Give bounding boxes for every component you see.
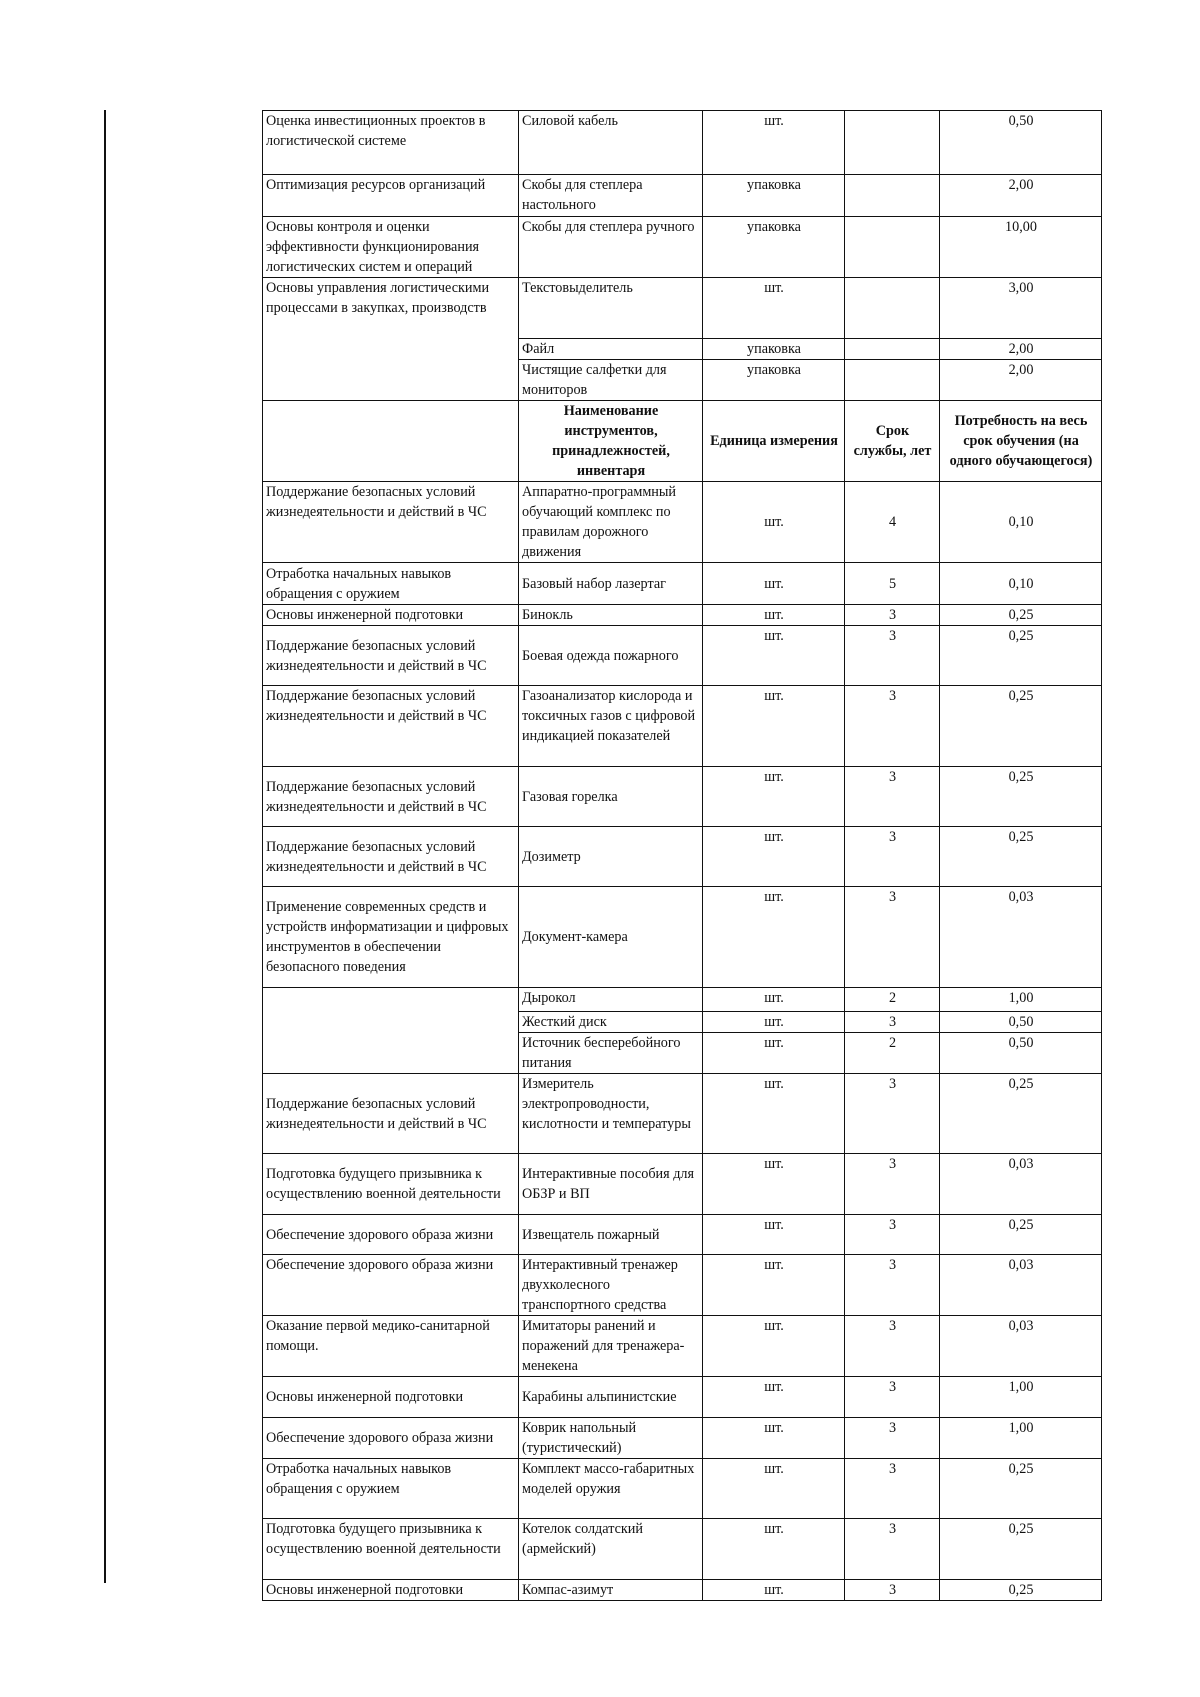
unit-cell: шт. [703,1215,845,1255]
discipline-cell: Поддержание безопасных условий жизнедеятельности и действий в ЧС [263,1074,519,1154]
unit-cell: шт. [703,827,845,887]
need-cell: 0,25 [940,626,1102,686]
header-discipline [263,401,519,482]
need-cell: 1,00 [940,988,1102,1012]
need-cell: 0,25 [940,1215,1102,1255]
unit-cell: шт. [703,482,845,563]
discipline-cell: Обеспечение здорового образа жизни [263,1255,519,1316]
table-header [263,401,1102,482]
table-rows-top [263,111,1102,401]
left-margin-rule [104,110,106,1583]
discipline-cell: Подготовка будущего призывника к осуществлению военной деятельности [263,1154,519,1215]
table-row [263,605,1102,626]
item-name-cell: Бинокль [519,605,703,626]
need-cell: 0,50 [940,111,1102,175]
service-life-cell: 3 [845,1377,940,1418]
table-row [263,626,1102,686]
item-name-cell: Текстовыделитель [519,278,703,339]
discipline-cell: Поддержание безопасных условий жизнедеятельности и действий в ЧС [263,626,519,686]
table-row [263,1519,1102,1580]
table-row [263,887,1102,988]
unit-cell: шт. [703,626,845,686]
header-name: Наименование инструментов, принадлежностей, инвентаря [519,401,703,482]
discipline-cell: Поддержание безопасных условий жизнедеятельности и действий в ЧС [263,482,519,563]
table-row [263,482,1102,563]
need-cell: 1,00 [940,1377,1102,1418]
need-cell: 0,03 [940,1255,1102,1316]
unit-cell: упаковка [703,175,845,217]
unit-cell: шт. [703,767,845,827]
service-life-cell: 3 [845,1459,940,1519]
unit-cell: шт. [703,887,845,988]
discipline-cell: Основы управления логистическими процессами в закупках, производств [263,278,519,401]
need-cell: 0,25 [940,1074,1102,1154]
need-cell: 0,25 [940,1459,1102,1519]
table-row [263,1377,1102,1418]
unit-cell: шт. [703,1459,845,1519]
unit-cell: шт. [703,111,845,175]
table-row [263,686,1102,767]
discipline-cell: Основы инженерной подготовки [263,1377,519,1418]
unit-cell: шт. [703,1255,845,1316]
need-cell: 2,00 [940,360,1102,401]
service-life-cell: 3 [845,1580,940,1601]
table-row [263,278,1102,339]
need-cell: 0,25 [940,1580,1102,1601]
item-name-cell: Котелок солдатский (армейский) [519,1519,703,1580]
service-life-cell [845,339,940,360]
discipline-cell: Поддержание безопасных условий жизнедеятельности и действий в ЧС [263,767,519,827]
unit-cell: шт. [703,1033,845,1074]
item-name-cell: Дырокол [519,988,703,1012]
need-cell: 0,25 [940,827,1102,887]
discipline-cell: Отработка начальных навыков обращения с оружием [263,563,519,605]
need-cell: 0,50 [940,1033,1102,1074]
item-name-cell: Дозиметр [519,827,703,887]
need-cell: 0,25 [940,1519,1102,1580]
unit-cell: шт. [703,686,845,767]
service-life-cell: 3 [845,1215,940,1255]
table-row [263,1316,1102,1377]
unit-cell: шт. [703,988,845,1012]
unit-cell: шт. [703,278,845,339]
discipline-cell: Основы инженерной подготовки [263,1580,519,1601]
service-life-cell: 3 [845,767,940,827]
service-life-cell [845,175,940,217]
need-cell: 0,03 [940,1154,1102,1215]
unit-cell: шт. [703,1074,845,1154]
need-cell: 2,00 [940,339,1102,360]
item-name-cell: Жесткий диск [519,1012,703,1033]
service-life-cell [845,278,940,339]
need-cell: 10,00 [940,217,1102,278]
item-name-cell: Скобы для степлера настольного [519,175,703,217]
discipline-cell: Поддержание безопасных условий жизнедеятельности и действий в ЧС [263,686,519,767]
discipline-cell: Оказание первой медико-санитарной помощи. [263,1316,519,1377]
table-row [263,1418,1102,1459]
service-life-cell: 4 [845,482,940,563]
service-life-cell: 3 [845,626,940,686]
item-name-cell: Силовой кабель [519,111,703,175]
discipline-cell: Поддержание безопасных условий жизнедеятельности и действий в ЧС [263,827,519,887]
need-cell: 0,03 [940,1316,1102,1377]
unit-cell: шт. [703,563,845,605]
header-unit: Единица измерения [703,401,845,482]
table-row [263,563,1102,605]
item-name-cell: Карабины альпинистские [519,1377,703,1418]
item-name-cell: Интерактивный тренажер двухколесного транспортного средства [519,1255,703,1316]
item-name-cell: Коврик напольный (туристический) [519,1418,703,1459]
unit-cell: шт. [703,1418,845,1459]
service-life-cell [845,217,940,278]
unit-cell: шт. [703,1316,845,1377]
unit-cell: упаковка [703,339,845,360]
header-life: Срок службы, лет [845,401,940,482]
service-life-cell: 3 [845,1418,940,1459]
discipline-cell: Обеспечение здорового образа жизни [263,1215,519,1255]
discipline-cell: Подготовка будущего призывника к осуществлению военной деятельности [263,1519,519,1580]
item-name-cell: Имитаторы ранений и поражений для тренажера-менекена [519,1316,703,1377]
table-row [263,175,1102,217]
service-life-cell: 3 [845,1012,940,1033]
item-name-cell: Интерактивные пособия для ОБЗР и ВП [519,1154,703,1215]
need-cell: 0,03 [940,887,1102,988]
service-life-cell: 2 [845,1033,940,1074]
unit-cell: шт. [703,1519,845,1580]
service-life-cell: 3 [845,1316,940,1377]
unit-cell: шт. [703,1154,845,1215]
table-row [263,1255,1102,1316]
table-row [263,1580,1102,1601]
need-cell: 3,00 [940,278,1102,339]
discipline-cell: Оптимизация ресурсов организаций [263,175,519,217]
discipline-cell: Основы инженерной подготовки [263,605,519,626]
need-cell: 0,25 [940,767,1102,827]
item-name-cell: Чистящие салфетки для мониторов [519,360,703,401]
table-row [263,1459,1102,1519]
item-name-cell: Файл [519,339,703,360]
item-name-cell: Скобы для степлера ручного [519,217,703,278]
item-name-cell: Источник бесперебойного питания [519,1033,703,1074]
discipline-cell: Обеспечение здорового образа жизни [263,1418,519,1459]
service-life-cell: 5 [845,563,940,605]
need-cell: 2,00 [940,175,1102,217]
need-cell: 0,25 [940,686,1102,767]
service-life-cell: 3 [845,1519,940,1580]
item-name-cell: Компас-азимут [519,1580,703,1601]
service-life-cell: 3 [845,827,940,887]
discipline-cell: Оценка инвестиционных проектов в логистической системе [263,111,519,175]
service-life-cell: 3 [845,887,940,988]
unit-cell: шт. [703,1377,845,1418]
table-row [263,111,1102,175]
service-life-cell: 2 [845,988,940,1012]
service-life-cell: 3 [845,1255,940,1316]
service-life-cell: 3 [845,686,940,767]
service-life-cell [845,111,940,175]
need-cell: 0,50 [940,1012,1102,1033]
item-name-cell: Боевая одежда пожарного [519,626,703,686]
table-row [263,988,1102,1012]
header-need: Потребность на весь срок обучения (на одного обучающегося) [940,401,1102,482]
discipline-cell: Основы контроля и оценки эффективности функционирования логистических систем и операций [263,217,519,278]
discipline-cell [263,988,519,1074]
need-cell: 0,25 [940,605,1102,626]
service-life-cell: 3 [845,1074,940,1154]
table-row [263,1074,1102,1154]
item-name-cell: Извещатель пожарный [519,1215,703,1255]
table-row [263,1154,1102,1215]
service-life-cell: 3 [845,605,940,626]
item-name-cell: Комплект массо-габаритных моделей оружия [519,1459,703,1519]
discipline-cell: Применение современных средств и устройств информатизации и цифровых инструментов в обеспечении безопасного поведения [263,887,519,988]
need-cell: 0,10 [940,563,1102,605]
need-cell: 1,00 [940,1418,1102,1459]
unit-cell: упаковка [703,217,845,278]
item-name-cell: Документ-камера [519,887,703,988]
table-row [263,1215,1102,1255]
unit-cell: шт. [703,1580,845,1601]
unit-cell: шт. [703,1012,845,1033]
item-name-cell: Газоанализатор кислорода и токсичных газов с цифровой индикацией показателей [519,686,703,767]
service-life-cell: 3 [845,1154,940,1215]
item-name-cell: Аппаратно-программный обучающий комплекс по правилам дорожного движения [519,482,703,563]
item-name-cell: Газовая горелка [519,767,703,827]
item-name-cell: Измеритель электропроводности, кислотности и температуры [519,1074,703,1154]
table-row [263,767,1102,827]
need-cell: 0,10 [940,482,1102,563]
unit-cell: упаковка [703,360,845,401]
item-name-cell: Базовый набор лазертаг [519,563,703,605]
discipline-cell: Отработка начальных навыков обращения с оружием [263,1459,519,1519]
header-row [263,401,1102,482]
unit-cell: шт. [703,605,845,626]
service-life-cell [845,360,940,401]
table-row [263,217,1102,278]
equipment-table [262,110,1102,1601]
table-rows-bottom [263,482,1102,1601]
table-row [263,827,1102,887]
